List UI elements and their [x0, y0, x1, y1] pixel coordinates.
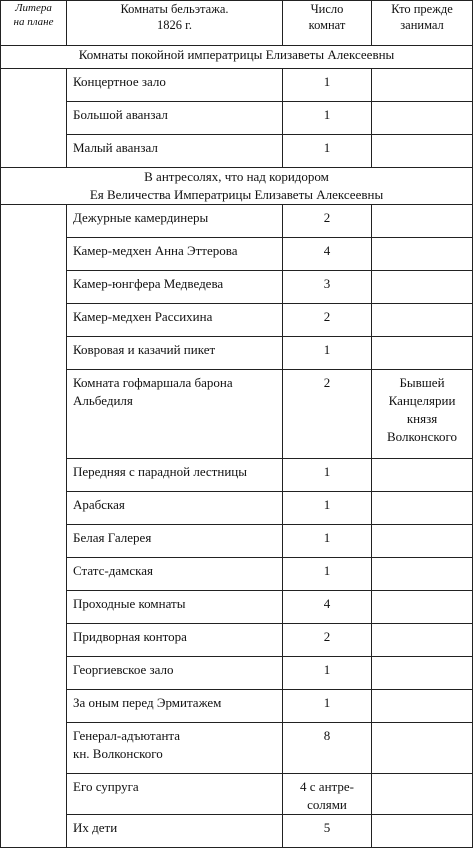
room-count-line: 4 [323, 596, 331, 611]
room-name-line: Арабская [73, 497, 125, 512]
room-count-line: 3 [323, 276, 331, 291]
room-count-cell [283, 135, 372, 168]
previous-occupant-cell [372, 492, 473, 525]
room-count-line: 1 [323, 140, 331, 155]
table-row [1, 690, 473, 723]
room-name-cell [67, 370, 283, 459]
room-name-cell [67, 690, 283, 723]
room-count-cell [283, 271, 372, 304]
table-row [1, 774, 473, 815]
room-count-line: 1 [323, 342, 331, 357]
room-count-line: 2 [323, 309, 331, 324]
previous-occupant-cell [372, 657, 473, 690]
table-row [1, 657, 473, 690]
header-litera-line-2: на плане [13, 16, 54, 28]
room-count-cell [283, 657, 372, 690]
previous-occupant-line: Волконского [386, 429, 458, 444]
previous-occupant-cell [372, 774, 473, 815]
room-name-cell [67, 135, 283, 168]
room-name-cell [67, 205, 283, 238]
section-2-title [1, 168, 473, 205]
header-count [283, 1, 372, 46]
room-name-line: Георгиевское зало [73, 662, 174, 677]
room-name-cell [67, 591, 283, 624]
previous-occupant-line: князя [406, 411, 438, 426]
previous-occupant-cell [372, 135, 473, 168]
room-name-line: Комната гофмаршала барона [73, 375, 233, 390]
header-litera-line-1: Литера [15, 2, 52, 14]
room-name-line: Белая Галерея [73, 530, 152, 545]
room-count-line: 1 [323, 107, 331, 122]
room-count-line: 1 [323, 662, 331, 677]
section-1-title-row [1, 46, 473, 69]
room-name-cell [67, 624, 283, 657]
room-count-cell [283, 238, 372, 271]
room-name-line: Передняя с парадной лестницы [73, 464, 247, 479]
previous-occupant-cell [372, 205, 473, 238]
room-name-line: Камер-юнгфера Медведева [73, 276, 224, 291]
table-row [1, 135, 473, 168]
table-row [1, 492, 473, 525]
previous-occupant-line: Канцелярии [388, 393, 456, 408]
room-name-line: Камер-медхен Анна Эттерова [73, 243, 238, 258]
room-count-line: 1 [323, 74, 331, 89]
previous-occupant-cell [372, 723, 473, 774]
room-count-cell [283, 459, 372, 492]
previous-occupant-cell [372, 102, 473, 135]
previous-occupant-cell [372, 624, 473, 657]
previous-occupant-cell [372, 69, 473, 102]
room-name-line: Проходные комнаты [73, 596, 186, 611]
room-name-cell [67, 558, 283, 591]
previous-occupant-line: Бывшей [399, 375, 445, 390]
section-2-title-line: В антресолях, что над коридором [144, 169, 329, 184]
header-previous-line-2: занимал [400, 18, 444, 32]
room-name-cell [67, 304, 283, 337]
room-count-line: 1 [323, 464, 331, 479]
room-count-cell [283, 205, 372, 238]
room-count-line: 1 [323, 497, 331, 512]
header-count-line-2: комнат [308, 18, 346, 32]
table-row [1, 271, 473, 304]
room-count-line: 5 [323, 820, 331, 835]
room-name-cell [67, 815, 283, 848]
room-name-cell [67, 774, 283, 815]
table-row [1, 558, 473, 591]
room-count-cell [283, 304, 372, 337]
table-row [1, 459, 473, 492]
table-row [1, 102, 473, 135]
room-count-line: 2 [323, 375, 331, 390]
room-count-cell [283, 690, 372, 723]
room-count-cell [283, 815, 372, 848]
room-count-cell [283, 69, 372, 102]
room-name-line: Большой аванзал [73, 107, 168, 122]
room-count-cell [283, 624, 372, 657]
room-count-line: 2 [323, 629, 331, 644]
room-name-line: Камер-медхен Рассихина [73, 309, 213, 324]
table-header-row [1, 1, 473, 46]
room-count-line: 1 [323, 530, 331, 545]
room-name-cell [67, 723, 283, 774]
room-count-cell [283, 558, 372, 591]
table-row [1, 591, 473, 624]
litera-cell [1, 69, 67, 168]
previous-occupant-cell [372, 558, 473, 591]
room-name-line: кн. Волконского [73, 746, 163, 761]
table-row [1, 525, 473, 558]
section-2-title-line: Ея Величества Императрицы Елизаветы Алексеевны [89, 187, 384, 202]
table-row [1, 69, 473, 102]
room-count-line: 4 [323, 243, 331, 258]
table-row [1, 304, 473, 337]
litera-cell [1, 205, 67, 848]
room-count-line: 2 [323, 210, 331, 225]
rooms-table-body [1, 1, 473, 848]
room-name-cell [67, 657, 283, 690]
previous-occupant-cell [372, 690, 473, 723]
previous-occupant-cell [372, 238, 473, 271]
section-2-title-row [1, 168, 473, 205]
table-row [1, 238, 473, 271]
room-count-cell [283, 492, 372, 525]
header-rooms-line-1: Комнаты бельэтажа. [120, 2, 229, 16]
room-name-line: Генерал-адъютанта [73, 728, 181, 743]
previous-occupant-cell [372, 304, 473, 337]
room-name-cell [67, 271, 283, 304]
room-name-line: Альбедиля [73, 393, 133, 408]
table-row [1, 723, 473, 774]
header-rooms [67, 1, 283, 46]
table-row [1, 624, 473, 657]
room-count-cell [283, 723, 372, 774]
room-count-line: солями [307, 797, 347, 812]
room-name-line: Их дети [73, 820, 118, 835]
previous-occupant-cell [372, 591, 473, 624]
room-name-line: Статс-дамская [73, 563, 153, 578]
header-count-line-1: Число [310, 2, 344, 16]
table-row [1, 815, 473, 848]
room-count-cell [283, 102, 372, 135]
room-count-cell [283, 337, 372, 370]
table-row [1, 370, 473, 459]
room-name-line: Его супруга [73, 779, 139, 794]
table-row [1, 205, 473, 238]
room-name-cell [67, 337, 283, 370]
section-1-title: Комнаты покойной императрицы Елизаветы Алексеевны [1, 46, 473, 69]
header-previous [372, 1, 473, 46]
previous-occupant-cell [372, 271, 473, 304]
room-count-cell [283, 774, 372, 815]
table-row [1, 337, 473, 370]
room-count-line: 8 [323, 728, 331, 743]
room-name-line: Ковровая и казачий пикет [73, 342, 216, 357]
room-name-cell [67, 492, 283, 525]
previous-occupant-cell [372, 370, 473, 459]
room-name-cell [67, 459, 283, 492]
previous-occupant-cell [372, 815, 473, 848]
room-count-cell [283, 591, 372, 624]
room-name-line: Концертное зало [73, 74, 166, 89]
header-litera [1, 1, 67, 46]
previous-occupant-cell [372, 525, 473, 558]
room-count-line: 4 с антре- [300, 779, 354, 794]
room-count-cell [283, 370, 372, 459]
room-name-line: Придворная контора [73, 629, 187, 644]
room-count-line: 1 [323, 695, 331, 710]
room-count-line: 1 [323, 563, 331, 578]
previous-occupant-cell [372, 459, 473, 492]
room-name-cell [67, 102, 283, 135]
previous-occupant-cell [372, 337, 473, 370]
room-name-line: За оным перед Эрмитажем [73, 695, 222, 710]
room-name-cell [67, 525, 283, 558]
room-count-cell [283, 525, 372, 558]
room-name-line: Малый аванзал [73, 140, 158, 155]
room-name-cell [67, 238, 283, 271]
room-name-line: Дежурные камердинеры [73, 210, 209, 225]
header-rooms-line-2: 1826 г. [157, 18, 192, 32]
header-previous-line-1: Кто прежде [391, 2, 453, 16]
room-name-cell [67, 69, 283, 102]
